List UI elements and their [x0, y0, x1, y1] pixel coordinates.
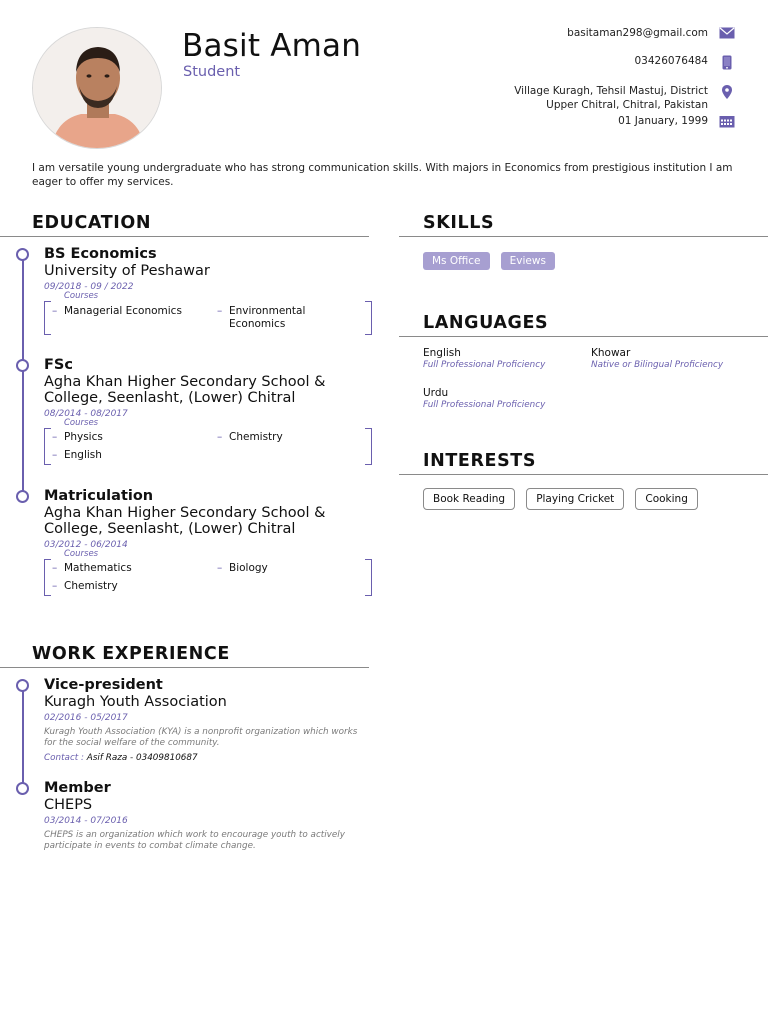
- degree-title: FSc: [44, 357, 73, 373]
- work-contact: [44, 753, 370, 763]
- work-entry: [44, 677, 370, 763]
- school-name-line1: Agha Khan Higher Secondary School &: [44, 374, 326, 390]
- interests-divider: [399, 474, 768, 475]
- interest-tag: Cooking: [635, 488, 698, 510]
- course-item: – Chemistry: [229, 431, 283, 444]
- school-name-line2: College, Seenlasht, (Lower) Chitral: [44, 390, 296, 406]
- languages-divider: [399, 336, 768, 337]
- language-level: Full Professional Proficiency: [423, 400, 546, 410]
- school-name-line1: Agha Khan Higher Secondary School &: [44, 505, 326, 521]
- candidate-name: Basit Aman: [182, 28, 362, 64]
- calendar-icon: [718, 114, 736, 128]
- courses-label: Courses: [64, 418, 99, 428]
- envelope-icon: [718, 26, 736, 39]
- degree-title: Matriculation: [44, 488, 154, 504]
- interests-heading: INTERESTS: [423, 451, 537, 471]
- courses-block: [44, 549, 370, 596]
- work-heading: WORK EXPERIENCE: [32, 644, 230, 664]
- interests-list: [423, 487, 704, 510]
- interest-tag: Playing Cricket: [526, 488, 624, 510]
- school-name-line2: College, Seenlasht, (Lower) Chitral: [44, 521, 296, 537]
- language-name: Urdu: [423, 387, 449, 399]
- bracket-right: [365, 301, 372, 335]
- language-level: Native or Bilingual Proficiency: [591, 360, 724, 370]
- timeline-dot: [16, 359, 29, 372]
- work-entry: [44, 780, 370, 852]
- timeline-dot: [16, 679, 29, 692]
- languages-heading: LANGUAGES: [423, 313, 549, 333]
- language-item: [423, 387, 545, 410]
- contact-phone-row: [406, 54, 736, 84]
- contact-address-line2: Upper Chitral, Chitral, Pakistan: [546, 99, 708, 111]
- skills-divider: [399, 236, 768, 237]
- organization-name: Kuragh Youth Association: [44, 694, 227, 710]
- skills-heading: SKILLS: [423, 213, 495, 233]
- courses-block: [44, 418, 370, 465]
- bracket-left: [44, 559, 51, 596]
- work-description: Kuragh Youth Association (KYA) is a nonprofit organization which works for the social welfare of the community.: [44, 727, 358, 748]
- organization-name: CHEPS: [44, 797, 93, 813]
- contact-dob: 01 January, 1999: [618, 115, 708, 127]
- bracket-right: [365, 559, 372, 596]
- course-item: – English: [64, 449, 102, 462]
- education-dates: 09/2018 - 09 / 2022: [44, 282, 134, 292]
- education-dates: 03/2012 - 06/2014: [44, 540, 128, 550]
- profile-photo: [32, 27, 162, 149]
- bracket-left: [44, 301, 51, 335]
- education-dates: 08/2014 - 08/2017: [44, 409, 128, 419]
- position-title: Vice-president: [44, 677, 163, 693]
- skill-tag: Ms Office: [423, 252, 490, 270]
- education-divider: [0, 236, 369, 237]
- mobile-phone-icon: [718, 54, 736, 70]
- courses-label: Courses: [64, 549, 99, 559]
- course-item: – Mathematics: [64, 562, 132, 575]
- work-dates: 02/2016 - 05/2017: [44, 713, 128, 723]
- work-description: CHEPS is an organization which work to encourage youth to actively participate in events to combat climate change.: [44, 830, 345, 851]
- contact-address: [514, 84, 708, 112]
- timeline-dot: [16, 490, 29, 503]
- candidate-role: Student: [183, 64, 241, 80]
- course-item: – Environmental Economics: [229, 305, 339, 331]
- contact-email-row: [406, 26, 736, 54]
- language-name: Khowar: [591, 347, 631, 359]
- bracket-right: [365, 428, 372, 465]
- interest-tag: Book Reading: [423, 488, 515, 510]
- education-entry: [44, 246, 370, 335]
- degree-title: BS Economics: [44, 246, 157, 262]
- courses-block: [44, 291, 370, 335]
- work-contact-label: Contact :: [44, 753, 84, 763]
- bracket-left: [44, 428, 51, 465]
- skills-list: [423, 249, 561, 270]
- contact-email[interactable]: basitaman298@gmail.com: [567, 27, 708, 39]
- contact-address-row: [406, 84, 736, 114]
- course-item: – Biology: [229, 562, 268, 575]
- language-name: English: [423, 347, 461, 359]
- education-timeline: [22, 254, 24, 498]
- work-divider: [0, 667, 369, 668]
- work-timeline: [22, 686, 24, 789]
- skill-tag: Eviews: [501, 252, 555, 270]
- courses-label: Courses: [64, 291, 99, 301]
- contact-phone[interactable]: 03426076484: [634, 55, 708, 67]
- timeline-dot: [16, 248, 29, 261]
- work-contact-value: Asif Raza - 03409810687: [86, 753, 198, 763]
- work-dates: 03/2014 - 07/2016: [44, 816, 128, 826]
- course-item: – Physics: [64, 431, 103, 444]
- contact-block: [406, 26, 736, 134]
- contact-dob-row: [406, 114, 736, 134]
- language-item: [423, 347, 545, 370]
- course-item: – Managerial Economics: [64, 305, 182, 318]
- language-level: Full Professional Proficiency: [423, 360, 546, 370]
- education-entry: [44, 488, 370, 596]
- education-heading: EDUCATION: [32, 213, 152, 233]
- language-item: [591, 347, 723, 370]
- contact-address-line1: Village Kuragh, Tehsil Mastuj, District: [514, 85, 708, 97]
- profile-summary: I am versatile young undergraduate who has strong communication skills. With majors in Economics from prestigious institution I am eager to offer my services.: [32, 162, 733, 188]
- position-title: Member: [44, 780, 111, 796]
- timeline-dot: [16, 782, 29, 795]
- map-pin-icon: [718, 84, 736, 99]
- course-item: – Chemistry: [64, 580, 118, 593]
- education-entry: [44, 357, 370, 465]
- school-name: University of Peshawar: [44, 263, 210, 279]
